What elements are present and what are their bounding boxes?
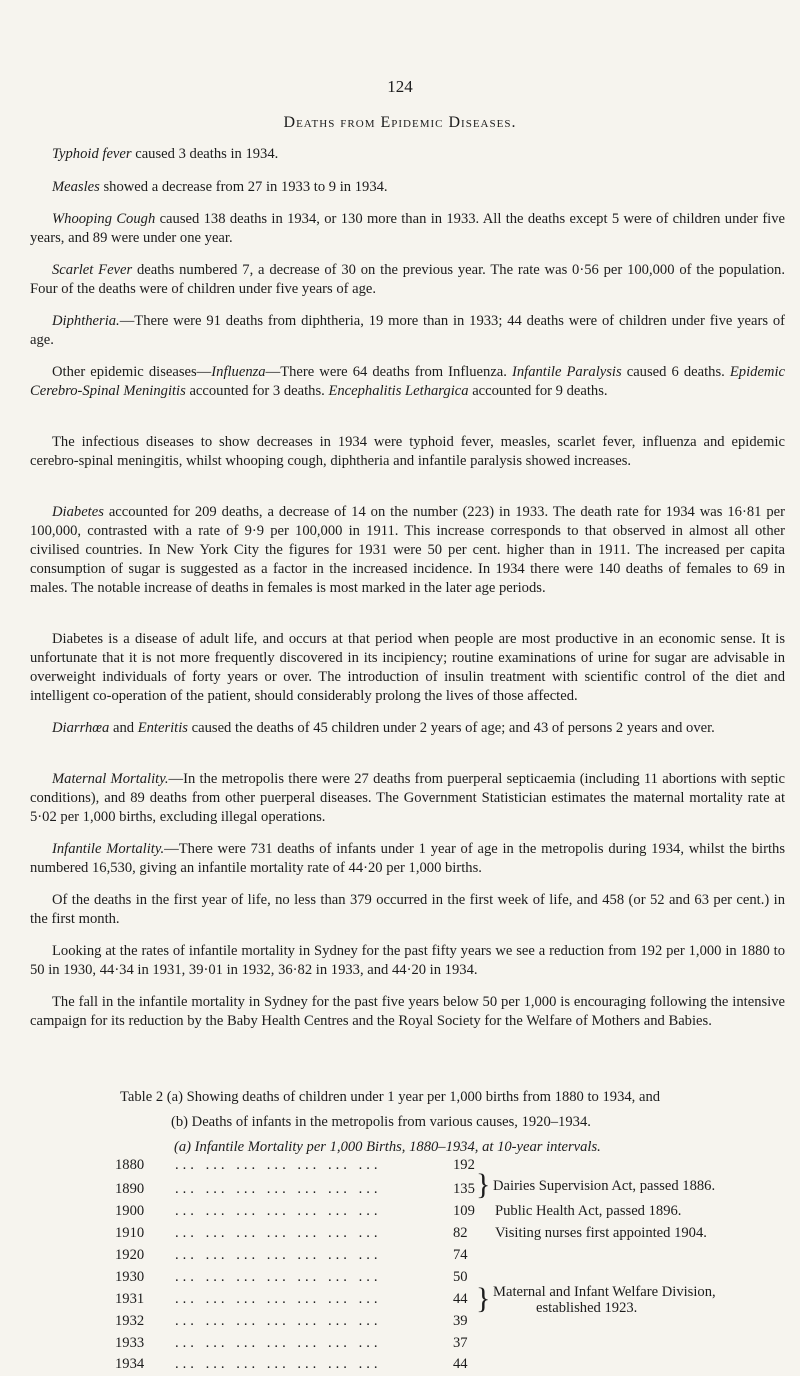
row-value: 82: [453, 1225, 468, 1241]
row-value: 192: [453, 1157, 475, 1173]
text-first-year: Of the deaths in the first year of life, no less than 379 occurred in the first week of life, and 458 (or 52 and 63 per cent.) in the first month.: [30, 892, 785, 927]
table-subtitle: (a) Infantile Mortality per 1,000 Births, 1880–1934, at 10-year intervals.: [174, 1139, 601, 1155]
table-row: [0, 1247, 800, 1267]
term-maternal-mortality: Maternal Mortality.: [52, 771, 169, 787]
paragraph-diarrhoea: [30, 719, 785, 738]
paragraph-diphtheria: [30, 312, 785, 350]
row-year: 1934: [115, 1356, 145, 1372]
table-caption-b: (b) Deaths of infants in the metropolis from various causes, 1920–1934.: [171, 1114, 591, 1130]
paragraph-infantile-mortality: [30, 840, 785, 878]
paragraph-typhoid: [30, 145, 785, 164]
row-leader: ... ... ... ... ... ... ...: [175, 1335, 382, 1351]
text-maternal-mortality: —In the metropolis there were 27 deaths from puerperal septicaemia (including 11 abortions with septic conditions), and 89 deaths from other puerperal diseases. The Government Statistician estimates the maternal mortality rate at 5·02 per 1,000 births, excluding illegal operations.: [30, 771, 785, 825]
paragraph-looking: [30, 942, 785, 980]
row-leader: ... ... ... ... ... ... ...: [175, 1356, 382, 1372]
term-infantile-mortality: Infantile Mortality.: [52, 841, 165, 857]
term-diabetes: Diabetes: [52, 504, 104, 520]
table-caption-a: Table 2 (a) Showing deaths of children under 1 year per 1,000 births from 1880 to 1934, and: [120, 1089, 661, 1105]
text-other-3: caused 6 deaths.: [621, 364, 730, 380]
text-other-5: accounted for 9 deaths.: [468, 383, 608, 399]
row-year: 1880: [115, 1157, 145, 1173]
term-infantile-paralysis: Infantile Paralysis: [512, 364, 622, 380]
row-leader: ... ... ... ... ... ... ...: [175, 1313, 382, 1329]
row-value: 37: [453, 1335, 468, 1351]
text-diabetes-2: Diabetes is a disease of adult life, and occurs at that period when people are most productive in an economic sense. It is unfortunate that it is not more frequently discovered in its incipiency; routine examinations of urine for sugar are advisable in overweight individuals of forty years or over. The introduction of insulin treatment with scientific control of the diet and intelligent co-operation of the patient, should considerably prolong the lives of those affected.: [30, 631, 785, 704]
text-fall: The fall in the infantile mortality in Sydney for the past five years below 50 per 1,000 is encouraging following the intensive campaign for its reduction by the Baby Health Centres and the Royal Society for the Welfare of Mothers and Babies.: [30, 994, 785, 1029]
text-other-2: —There were 64 deaths from Influenza.: [265, 364, 512, 380]
text-diphtheria: —There were 91 deaths from diphtheria, 19 more than in 1933; 44 deaths were of children under five years of age.: [30, 313, 785, 348]
term-enteritis: Enteritis: [137, 720, 188, 736]
brace-note-maternal-a: Maternal and Infant Welfare Division,: [493, 1284, 716, 1300]
row-value: 74: [453, 1247, 468, 1263]
row-leader: ... ... ... ... ... ... ...: [175, 1269, 382, 1285]
paragraph-diabetes-2: [30, 630, 785, 706]
term-whooping-cough: Whooping Cough: [52, 211, 156, 227]
text-whooping-cough: caused 138 deaths in 1934, or 130 more than in 1933. All the deaths except 5 were of children under five years, and 89 were under one year.: [30, 211, 786, 246]
row-year: 1932: [115, 1313, 145, 1329]
table-row: [0, 1356, 800, 1376]
brace-1930-1931: }: [476, 1282, 491, 1315]
row-leader: ... ... ... ... ... ... ...: [175, 1291, 382, 1307]
row-note: Visiting nurses first appointed 1904.: [495, 1225, 707, 1241]
row-value: 50: [453, 1269, 468, 1285]
brace-note-dairies: Dairies Supervision Act, passed 1886.: [493, 1178, 716, 1194]
paragraph-measles: [30, 178, 785, 197]
term-scarlet-fever: Scarlet Fever: [52, 262, 133, 278]
text-other-1: Other epidemic diseases—: [52, 364, 212, 380]
text-typhoid: caused 3 deaths in 1934.: [131, 146, 279, 162]
term-diarrhoea: Diarrhœa: [52, 720, 110, 736]
paragraph-diabetes: [30, 503, 785, 598]
paragraph-scarlet-fever: [30, 261, 785, 299]
term-diphtheria: Diphtheria.: [52, 313, 120, 329]
row-leader: ... ... ... ... ... ... ...: [175, 1203, 382, 1219]
row-value: 135: [453, 1181, 475, 1197]
table-row: [0, 1157, 800, 1177]
row-year: 1930: [115, 1269, 145, 1285]
row-leader: ... ... ... ... ... ... ...: [175, 1247, 382, 1263]
term-measles: Measles: [52, 179, 100, 195]
text-other-4: accounted for 3 deaths.: [185, 383, 329, 399]
row-year: 1920: [115, 1247, 145, 1263]
text-diabetes: accounted for 209 deaths, a decrease of 14 on the number (223) in 1933. The death rate for 1934 was 16·81 per 100,000, contrasted with a rate of 9·9 per 100,000 in 1911. This increase corresponds to that observed in almost all other civilised countries. In New York City the figures for 1931 were 50 per cent. higher than in 1911. The increased per capita consumption of sugar is suggested as a factor in the increased incidence. In 1934 there were 140 deaths of females to 69 in males. The notable increase of deaths in females is most marked in the later age periods.: [30, 504, 785, 596]
row-value: 109: [453, 1203, 475, 1219]
row-year: 1900: [115, 1203, 145, 1219]
row-year: 1931: [115, 1291, 145, 1307]
brace-1880-1890: }: [476, 1168, 491, 1201]
paragraph-first-year: [30, 891, 785, 929]
paragraph-other-epidemic: [30, 363, 785, 401]
text-infectious: The infectious diseases to show decreases in 1934 were typhoid fever, measles, scarlet fever, influenza and epidemic cerebro-spinal meningitis, whilst whooping cough, diphtheria and infantile paralysis showed increases.: [30, 434, 785, 469]
term-influenza: Influenza: [211, 364, 266, 380]
text-measles: showed a decrease from 27 in 1933 to 9 in 1934.: [99, 179, 388, 195]
term-encephalitis: Encephalitis Lethargica: [328, 383, 469, 399]
table-row: [0, 1203, 800, 1223]
row-value: 44: [453, 1291, 468, 1307]
row-value: 39: [453, 1313, 468, 1329]
row-value: 44: [453, 1356, 468, 1372]
paragraph-fall: [30, 993, 785, 1031]
row-year: 1890: [115, 1181, 145, 1197]
term-meningitis: Epidemic Cerebro-Spinal Meningitis: [30, 364, 785, 399]
table-row: [0, 1313, 800, 1333]
text-diarrhoea-and: and: [109, 720, 138, 736]
text-looking: Looking at the rates of infantile mortality in Sydney for the past fifty years we see a reduction from 192 per 1,000 in 1880 to 50 in 1930, 44·34 in 1931, 39·01 in 1932, 36·82 in 1933, and 44·20 in 1934.: [30, 943, 785, 978]
section-heading: Deaths from Epidemic Diseases.: [283, 114, 517, 131]
row-leader: ... ... ... ... ... ... ...: [175, 1225, 382, 1241]
row-leader: ... ... ... ... ... ... ...: [175, 1181, 382, 1197]
row-note: Public Health Act, passed 1896.: [495, 1203, 682, 1219]
row-year: 1910: [115, 1225, 145, 1241]
row-year: 1933: [115, 1335, 145, 1351]
paragraph-maternal-mortality: [30, 770, 785, 827]
page-number: 124: [387, 77, 413, 96]
term-typhoid: Typhoid fever: [52, 146, 132, 162]
paragraph-whooping-cough: [30, 210, 785, 248]
text-infantile-mortality: —There were 731 deaths of infants under 1 year of age in the metropolis during 1934, whilst the births numbered 16,530, giving an infantile mortality rate of 44·20 per 1,000 births.: [30, 841, 785, 876]
brace-note-maternal-b: established 1923.: [536, 1300, 638, 1316]
table-row: [0, 1335, 800, 1355]
table-row: [0, 1225, 800, 1245]
row-leader: ... ... ... ... ... ... ...: [175, 1157, 382, 1173]
text-scarlet-fever: deaths numbered 7, a decrease of 30 on the previous year. The rate was 0·56 per 100,000 of the population. Four of the deaths were of children under five years of age.: [30, 262, 786, 297]
text-diarrhoea: caused the deaths of 45 children under 2 years of age; and 43 of persons 2 years and over.: [187, 720, 715, 736]
paragraph-infectious: [30, 433, 785, 471]
